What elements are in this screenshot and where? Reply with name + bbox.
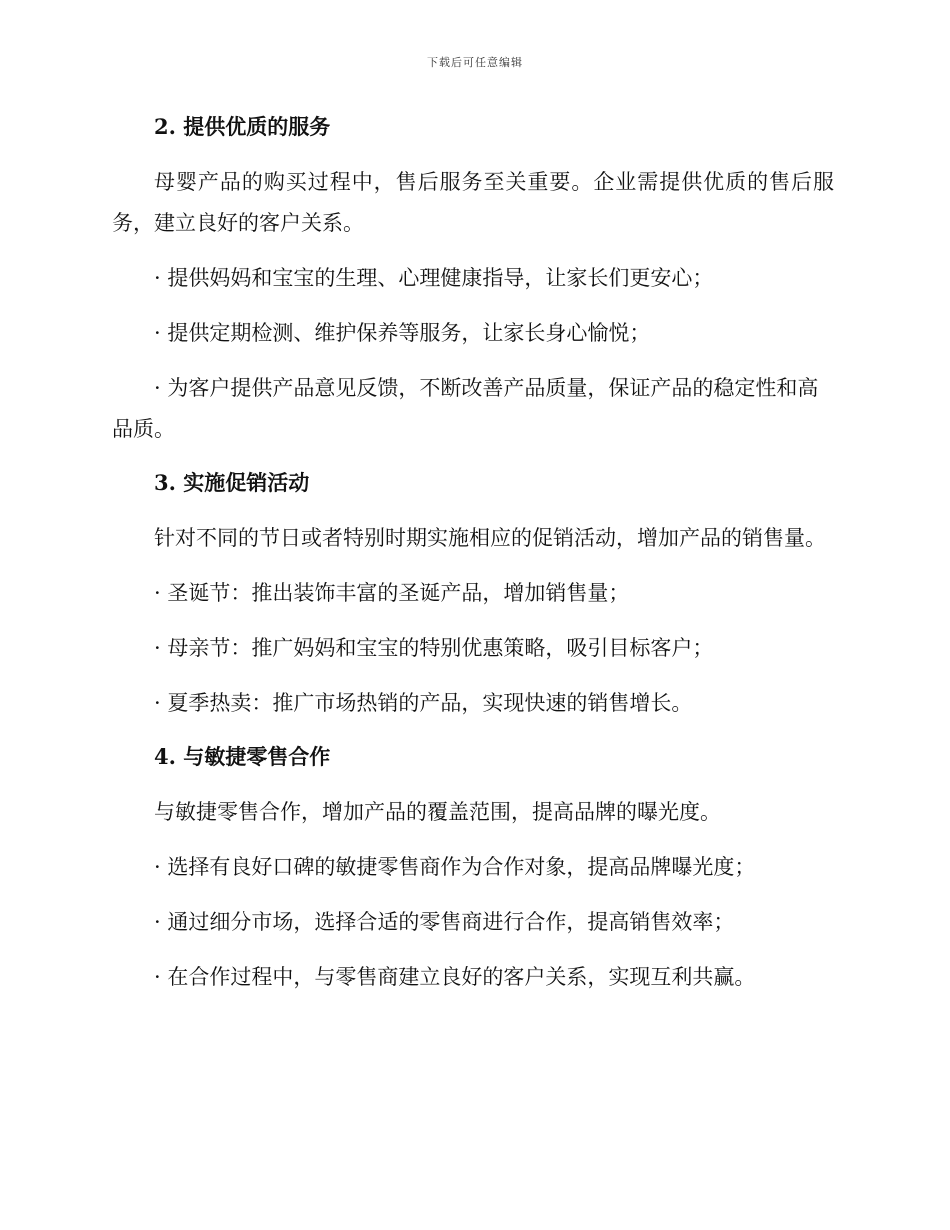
section-heading: 4. 与敏捷零售合作	[154, 744, 331, 769]
bullet-item: · 通过细分市场，选择合适的零售商进行合作，提高销售效率；	[154, 910, 735, 934]
page-header: 下载后可任意编辑	[427, 56, 523, 69]
section-heading: 2. 提供优质的服务	[154, 114, 331, 139]
bullet-item: · 母亲节：推广妈妈和宝宝的特别优惠策略，吸引目标客户；	[154, 636, 714, 660]
bullet-item: · 夏季热卖：推广市场热销的产品，实现快速的销售增长。	[154, 691, 693, 715]
section-intro: 针对不同的节日或者特别时期实施相应的促销活动，增加产品的销售量。	[154, 526, 826, 550]
section-intro: 与敏捷零售合作，增加产品的覆盖范围，提高品牌的曝光度。	[154, 800, 721, 824]
bullet-item: · 为客户提供产品意见反馈，不断改善产品质量，保证产品的稳定性和高品质。	[112, 376, 819, 441]
bullet-item: · 提供定期检测、维护保养等服务，让家长身心愉悦；	[154, 321, 651, 345]
section-service	[112, 108, 834, 450]
bullet-item: · 在合作过程中，与零售商建立良好的客户关系，实现互利共赢。	[154, 965, 756, 989]
bullet-item: · 圣诞节：推出装饰丰富的圣诞产品，增加销售量；	[154, 581, 630, 605]
document-body	[112, 108, 834, 1012]
bullet-item: · 提供妈妈和宝宝的生理、心理健康指导，让家长们更安心；	[154, 266, 714, 290]
section-intro: 母婴产品的购买过程中，售后服务至关重要。企业需提供优质的售后服务，建立良好的客户关系。	[112, 170, 834, 235]
section-heading: 3. 实施促销活动	[154, 470, 310, 495]
section-retail-partnership	[112, 738, 834, 998]
bullet-item: · 选择有良好口碑的敏捷零售商作为合作对象，提高品牌曝光度；	[154, 855, 756, 879]
section-promotion	[112, 464, 834, 724]
